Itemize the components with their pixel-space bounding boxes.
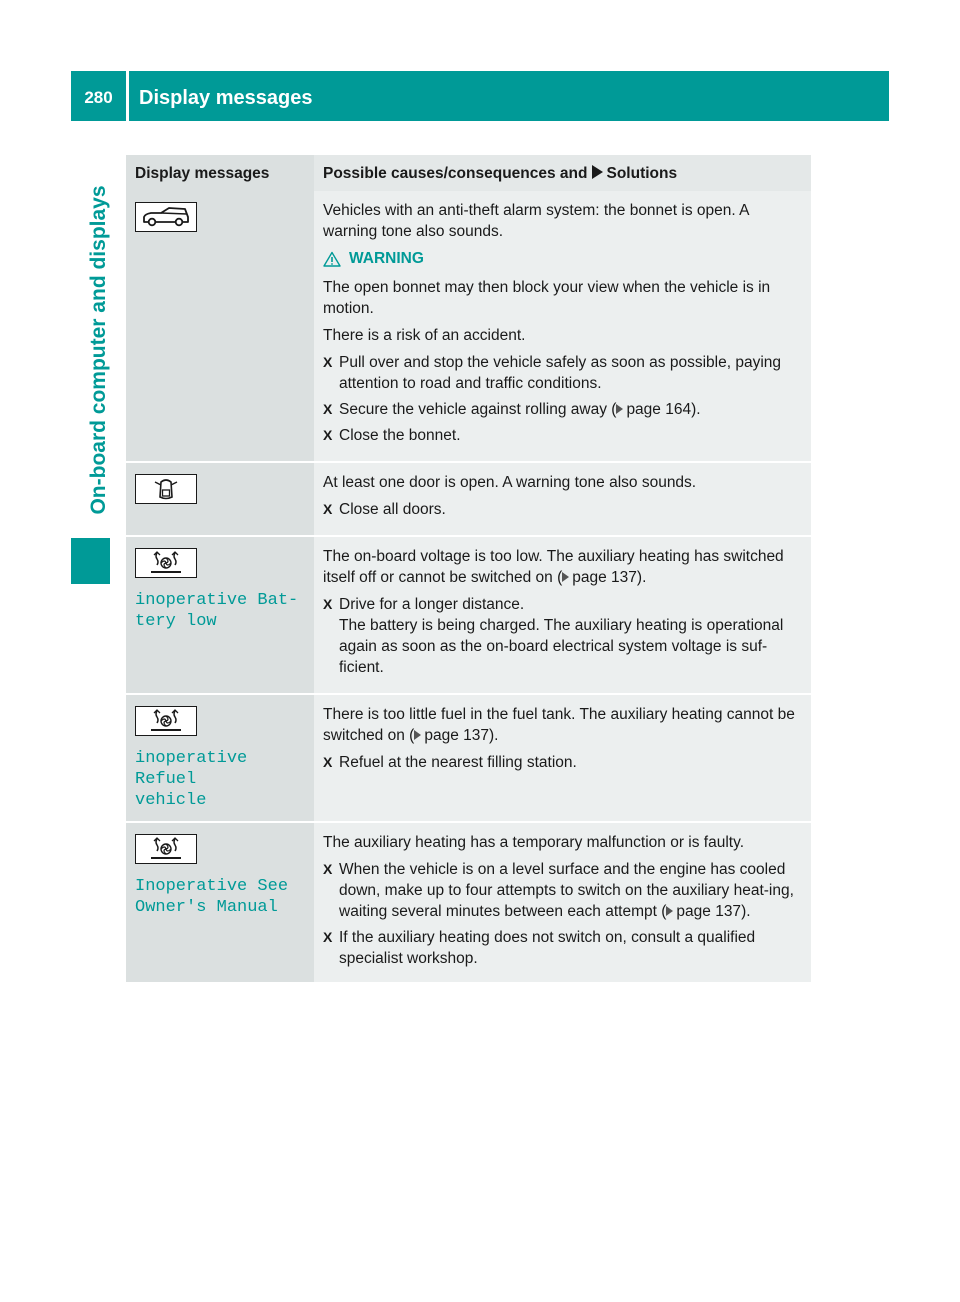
display-message-text	[135, 590, 306, 632]
step-text: Secure the vehicle against rolling away (	[339, 401, 617, 418]
step-marker-icon: X	[323, 354, 333, 370]
step-marker-icon: X	[323, 861, 333, 877]
table-row	[126, 462, 811, 536]
header-divider	[126, 71, 129, 121]
solution-step	[323, 399, 805, 420]
cause-text: There is a risk of an accident.	[323, 327, 526, 344]
causes-solutions-cell	[314, 694, 811, 822]
table-row	[126, 536, 811, 694]
column-header-causes-solutions	[314, 155, 811, 191]
page-reference-link[interactable]: page 164	[626, 401, 692, 418]
step-text: Close all doors.	[339, 501, 446, 518]
auxiliary-heating-icon	[139, 551, 193, 575]
cause-text: The open bonnet may then block your view when the vehicle is in motion.	[323, 279, 771, 317]
display-symbol-box	[135, 474, 197, 504]
table-header-row	[126, 155, 811, 191]
cause-text	[323, 704, 805, 746]
step-marker-icon: X	[323, 501, 333, 517]
page-reference-link[interactable]: page 137	[424, 727, 489, 744]
display-message-text	[135, 748, 306, 811]
auxiliary-heating-icon	[139, 709, 193, 733]
page-number: 280	[84, 88, 113, 107]
display-symbol-box	[135, 548, 197, 578]
display-message-line: inoperative Bat-	[135, 591, 299, 610]
cause-text: At least one door is open. A warning tone also sounds.	[323, 474, 697, 491]
bonnet-open-icon	[139, 205, 193, 229]
step-marker-icon: X	[323, 596, 333, 612]
display-message-line: inoperative Refuel	[135, 749, 248, 789]
column-header-display-messages: Display messages	[126, 155, 314, 191]
step-text: Refuel at the nearest filling station.	[339, 754, 577, 771]
page-reference-link[interactable]: page 137	[676, 903, 742, 920]
display-messages-table	[126, 155, 811, 982]
page-ref-arrow-icon	[616, 404, 623, 414]
table-row	[126, 694, 811, 822]
display-message-cell	[126, 536, 314, 694]
cause-text	[323, 546, 805, 588]
solution-step	[323, 499, 805, 520]
display-message-cell	[126, 462, 314, 536]
display-message-text	[135, 876, 306, 918]
page-reference-link[interactable]: page 137	[572, 569, 637, 586]
step-marker-icon: X	[323, 401, 333, 417]
causes-solutions-cell	[314, 536, 811, 694]
table-row	[126, 822, 811, 982]
cause-text-end: ).	[488, 727, 499, 744]
cause-text: There is too little fuel in the fuel tank. The auxiliary heating cannot be switched on (	[323, 706, 795, 744]
display-message-line: Owner's Manual	[135, 898, 278, 917]
warning-heading	[323, 248, 805, 269]
display-symbol-box	[135, 706, 197, 736]
warning-label: WARNING	[349, 250, 424, 267]
solution-step	[323, 425, 805, 446]
step-text: Drive for a longer distance.	[339, 596, 525, 613]
page-ref-arrow-icon	[666, 906, 673, 916]
warning-triangle-icon	[323, 251, 341, 267]
step-text: When the vehicle is on a level surface and the engine has cooled down, make up to four attempts to switch on the auxiliary heat-ing, waiting several minutes between each attempt (	[339, 861, 794, 920]
causes-solutions-cell	[314, 822, 811, 982]
solution-step	[323, 927, 805, 969]
side-tab-label: On-board computer and displays	[87, 185, 110, 515]
causes-solutions-cell	[314, 462, 811, 536]
step-marker-icon: X	[323, 929, 333, 945]
step-marker-icon: X	[323, 427, 333, 443]
solution-arrow-icon	[592, 165, 603, 179]
column-header-solutions-label: Solutions	[606, 165, 678, 182]
display-message-cell	[126, 191, 314, 462]
step-text-end: ).	[691, 401, 701, 418]
causes-solutions-cell	[314, 191, 811, 462]
step-text: If the auxiliary heating does not switch on, consult a qualified specialist workshop.	[339, 929, 756, 967]
display-message-cell	[126, 694, 314, 822]
side-tab-marker	[71, 538, 110, 584]
table-row	[126, 191, 811, 462]
step-marker-icon: X	[323, 754, 333, 770]
solution-step	[323, 352, 805, 394]
step-text-end: ).	[741, 903, 751, 920]
cause-text: The on-board voltage is too low. The auxiliary heating has switched itself off or cannot be switched on (	[323, 548, 784, 586]
cause-text: The auxiliary heating has a temporary malfunction or is faulty.	[323, 834, 744, 851]
section-title: Display messages	[139, 87, 313, 109]
door-open-icon	[139, 477, 193, 501]
display-symbol-box	[135, 202, 197, 232]
solution-step	[323, 859, 805, 922]
step-text: Close the bonnet.	[339, 427, 461, 444]
page-ref-arrow-icon	[414, 730, 421, 740]
solution-step	[323, 594, 805, 678]
page-ref-arrow-icon	[562, 572, 569, 582]
step-detail-text: The battery is being charged. The auxiliary heating is operational again as soon as the on-board electrical system voltage is suf-ficient.	[339, 617, 784, 676]
display-message-cell	[126, 822, 314, 982]
cause-text-end: ).	[636, 569, 647, 586]
display-message-line: Inoperative See	[135, 877, 289, 896]
table-body	[126, 191, 811, 982]
auxiliary-heating-icon	[139, 837, 193, 861]
display-message-line: vehicle	[135, 791, 207, 810]
display-message-line: tery low	[135, 612, 217, 631]
solution-step	[323, 752, 805, 773]
cause-text: Vehicles with an anti-theft alarm system: the bonnet is open. A warning tone also sounds.	[323, 202, 749, 240]
column-header-causes-label: Possible causes/consequences and	[323, 165, 588, 182]
display-symbol-box	[135, 834, 197, 864]
step-text: Pull over and stop the vehicle safely as soon as possible, paying attention to road and traffic conditions.	[339, 354, 782, 392]
